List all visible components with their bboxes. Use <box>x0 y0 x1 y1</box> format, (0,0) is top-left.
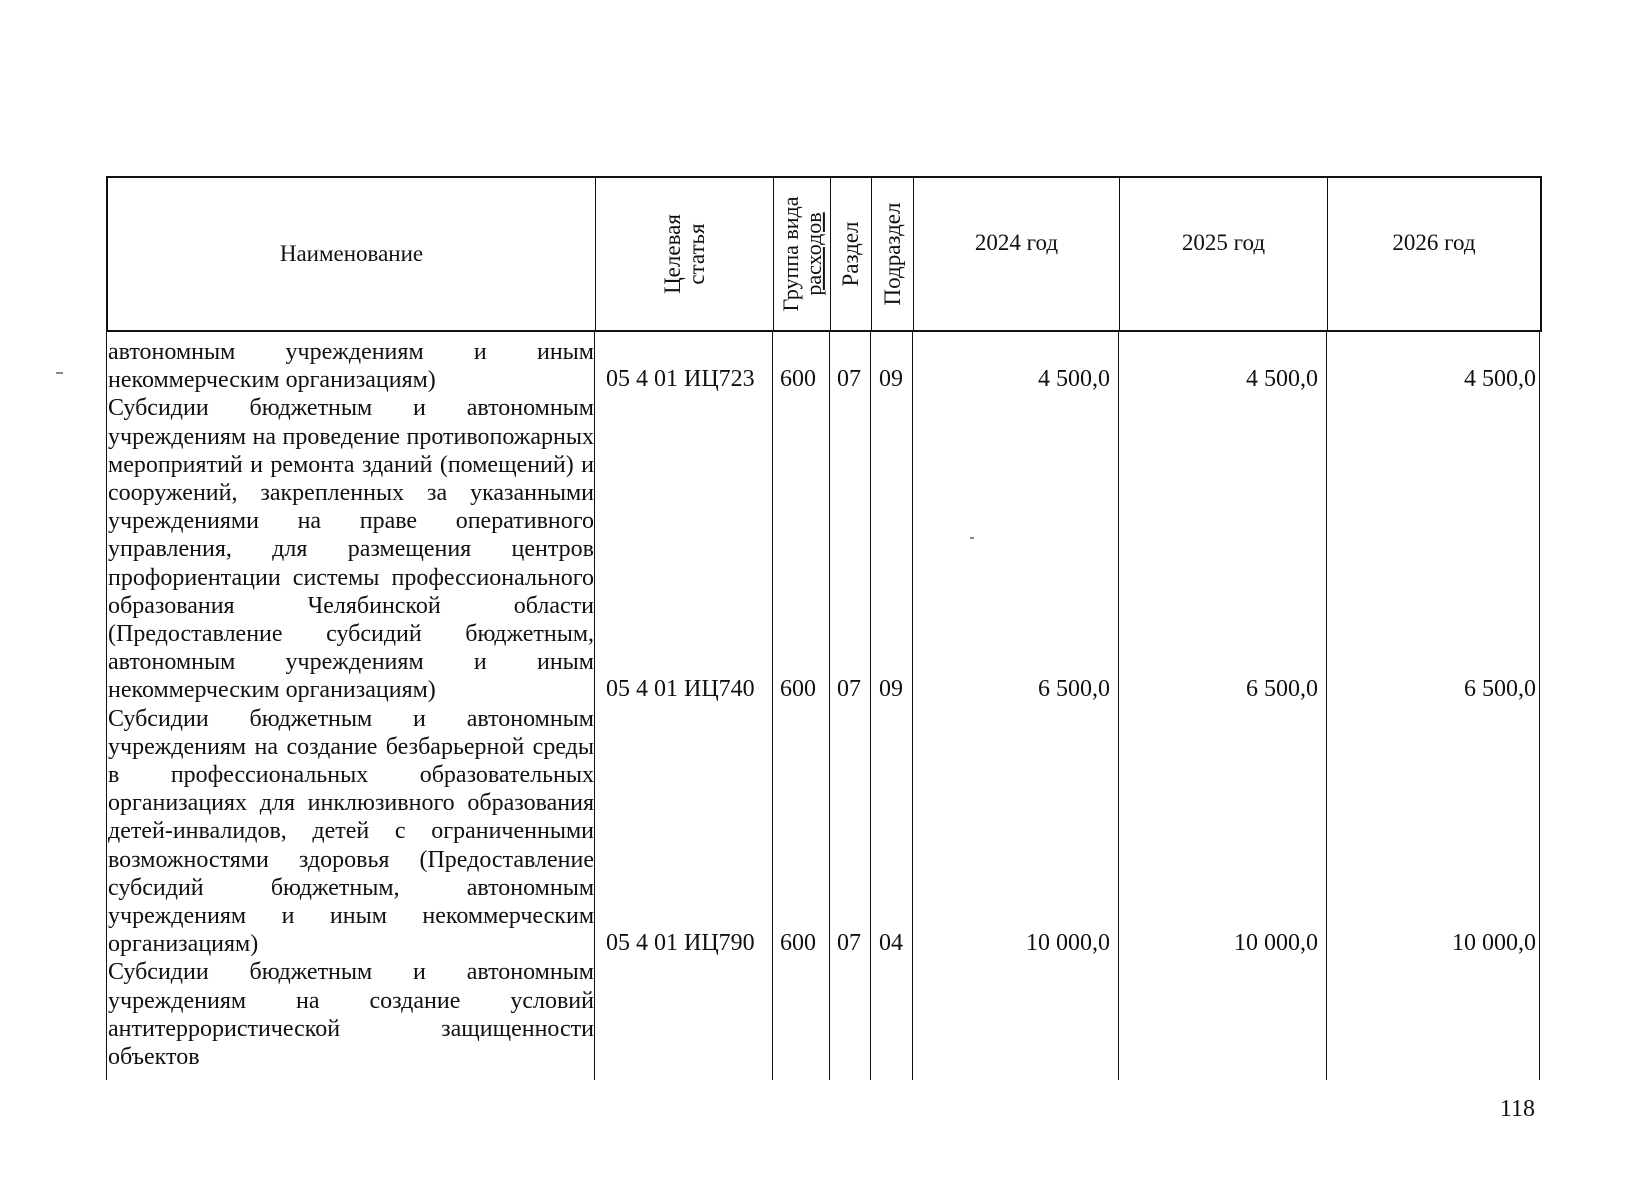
header-year-2024-label: 2024 год <box>974 230 1059 255</box>
header-name-label: Наименование <box>279 241 424 266</box>
header-year-2026 <box>1328 178 1540 330</box>
header-target-article-label <box>660 214 708 294</box>
header-group-line2: расходов <box>801 212 826 296</box>
section-code: 07 <box>837 930 861 956</box>
amount-2025: 6 500,0 <box>1246 676 1318 702</box>
row-name: автономным учреждениям и иным некоммерческим организациям) <box>108 339 594 394</box>
header-target-line1: Целевая <box>659 214 685 294</box>
header-year-2025 <box>1120 178 1328 330</box>
target-article-code: 05 4 01 ИЦ790 <box>606 930 755 956</box>
target-article-code: 05 4 01 ИЦ723 <box>606 366 755 392</box>
target-article-code: 05 4 01 ИЦ740 <box>606 676 755 702</box>
row-name: Субсидии бюджетным и автономным учреждениям на проведение противопожарных мероприятий и ремонта зданий (помещений) и сооружений, закрепленных за указанными учреждениями на праве оперативного управления, для размещения центров профориентации системы профессионального образования Челябинской области (Предоставление субсидий бюджетным, автономным учреждениям и иным некоммерческим организациям) <box>108 395 594 704</box>
column-divider <box>106 332 107 1080</box>
header-subsection <box>872 178 914 330</box>
column-divider <box>912 332 913 1080</box>
expense-group-code: 600 <box>780 676 816 702</box>
header-name <box>108 178 596 330</box>
header-section <box>831 178 872 330</box>
section-code: 07 <box>837 676 861 702</box>
amount-2026: 6 500,0 <box>1464 676 1536 702</box>
amount-2026: 4 500,0 <box>1464 366 1536 392</box>
scan-speck <box>970 537 974 539</box>
amount-2024: 4 500,0 <box>1038 366 1110 392</box>
header-expense-group-label <box>779 197 825 312</box>
row-name: Субсидии бюджетным и автономным учреждениям на создание безбарьерной среды в профессиональных образовательных организациях для инклюзивного образования детей-инвалидов, детей с ограниченными возможностями здоровья (Предоставление субсидий бюджетным, автономным учреждениям и иным некоммерческим организациям) <box>108 705 594 958</box>
amount-2024: 10 000,0 <box>1026 930 1110 956</box>
amount-2025: 4 500,0 <box>1246 366 1318 392</box>
header-year-2025-label: 2025 год <box>1181 230 1266 255</box>
header-group-line1: Группа вида <box>777 196 803 312</box>
column-divider <box>829 332 830 1080</box>
column-divider <box>870 332 871 1080</box>
header-target-line2: статья <box>683 223 709 285</box>
header-subsection-label: Подраздел <box>879 202 905 306</box>
column-divider <box>772 332 773 1080</box>
subsection-code: 04 <box>879 930 903 956</box>
expense-group-code: 600 <box>780 930 816 956</box>
header-section-label: Раздел <box>837 221 863 287</box>
table-header <box>106 176 1542 332</box>
column-divider <box>1118 332 1119 1080</box>
column-divider <box>1326 332 1327 1080</box>
column-divider <box>594 332 595 1080</box>
column-divider <box>1539 332 1540 1080</box>
header-target-article <box>596 178 774 330</box>
amount-2024: 6 500,0 <box>1038 676 1110 702</box>
header-expense-group <box>774 178 831 330</box>
subsection-code: 09 <box>879 676 903 702</box>
amount-2026: 10 000,0 <box>1452 930 1536 956</box>
page-number: 118 <box>1499 1096 1535 1122</box>
section-code: 07 <box>837 366 861 392</box>
header-year-2024 <box>914 178 1120 330</box>
expense-group-code: 600 <box>780 366 816 392</box>
subsection-code: 09 <box>879 366 903 392</box>
amount-2025: 10 000,0 <box>1234 930 1318 956</box>
scan-speck <box>56 372 63 374</box>
row-name: Субсидии бюджетным и автономным учреждениям на создание условий антитеррористической защищенности объектов <box>108 959 594 1071</box>
table-body <box>106 332 1542 1080</box>
name-column <box>108 338 594 1071</box>
header-year-2026-label: 2026 год <box>1392 230 1476 255</box>
